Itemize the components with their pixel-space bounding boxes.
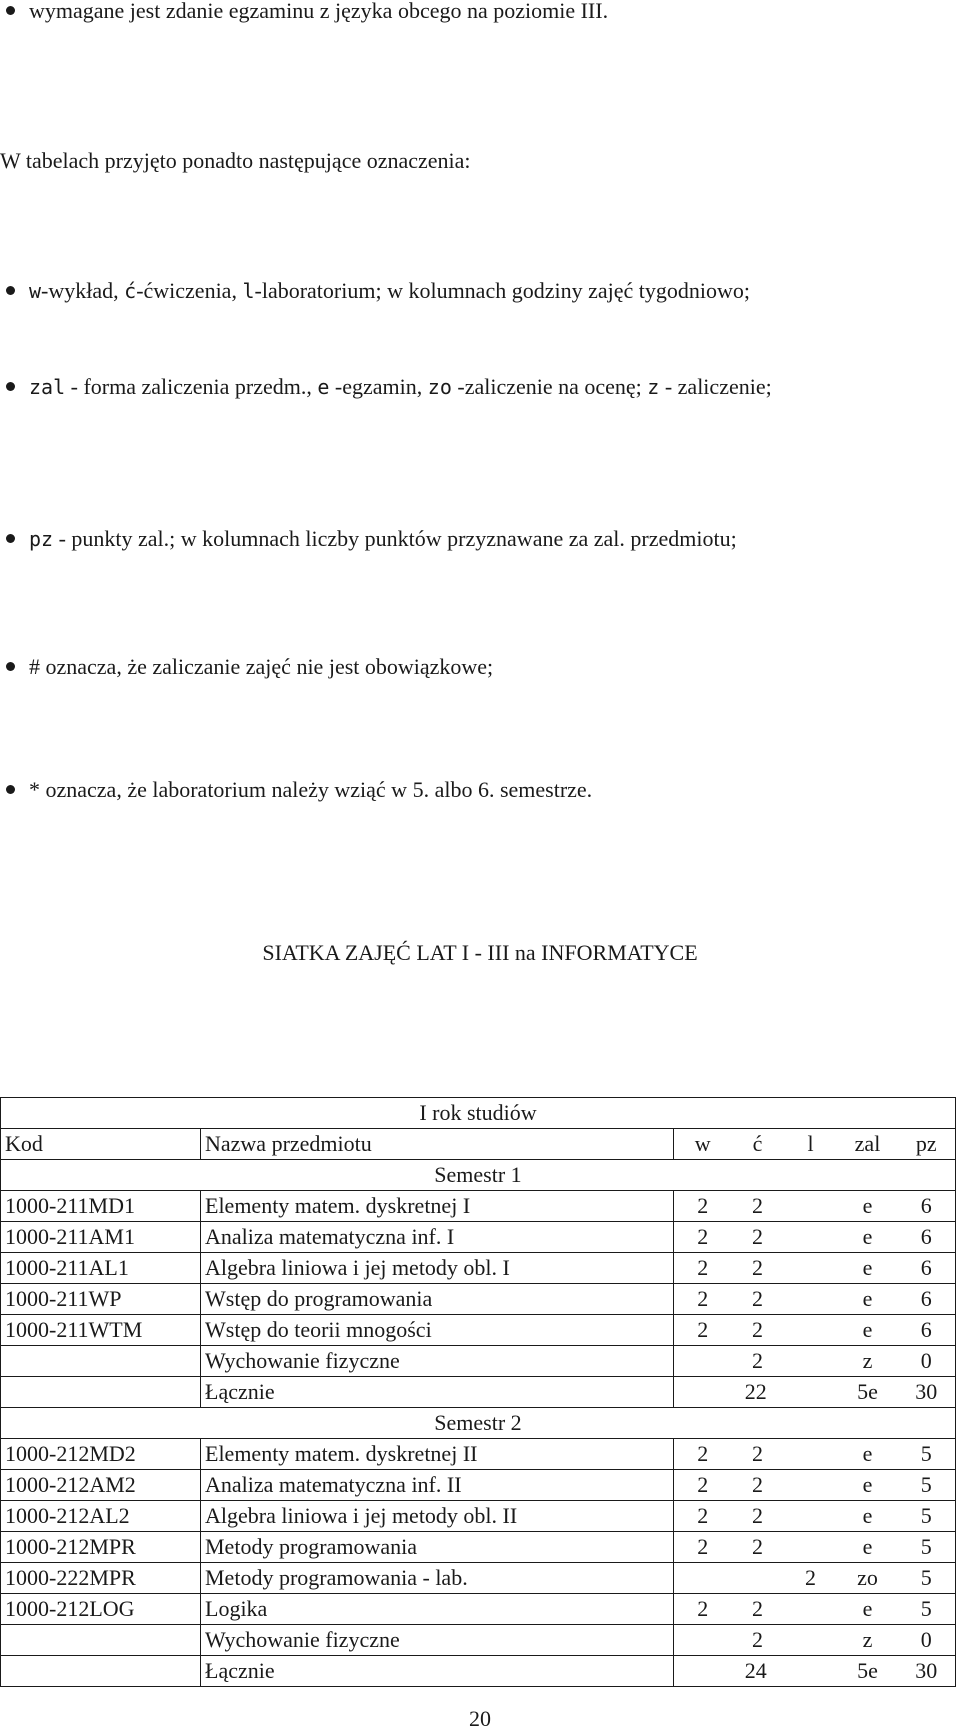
zal-form: e [838, 1284, 898, 1315]
hours-w: 2 [674, 1501, 732, 1532]
course-code: 1000-211WTM [1, 1315, 201, 1346]
zal-form: z [838, 1346, 898, 1377]
hours-c: 2 [732, 1470, 784, 1501]
points: 6 [898, 1315, 956, 1346]
points: 5 [898, 1563, 956, 1594]
table-row [1, 1222, 956, 1253]
zal-form: zo [838, 1563, 898, 1594]
points: 5 [898, 1594, 956, 1625]
legend-item-hours [0, 278, 750, 304]
course-code: 1000-212MD2 [1, 1439, 201, 1470]
course-code: 1000-222MPR [1, 1563, 201, 1594]
hours-w: 2 [674, 1191, 732, 1222]
hours-l [784, 1284, 838, 1315]
course-name: Wstęp do programowania [201, 1284, 674, 1315]
header-pz: pz [898, 1129, 956, 1160]
legend-text: - punkty zal.; w kolumnach liczby punktów przyznawane za zal. przedmiotu; [53, 526, 737, 551]
course-name: Analiza matematyczna inf. I [201, 1222, 674, 1253]
legend-text: -wykład, [41, 278, 125, 303]
points: 5 [898, 1501, 956, 1532]
table-row [1, 1563, 956, 1594]
bullet-text: wymagane jest zdanie egzaminu z języka obcego na poziomie III. [29, 0, 609, 23]
table-row [1, 1594, 956, 1625]
zal-form: e [838, 1191, 898, 1222]
points: 6 [898, 1253, 956, 1284]
legend-text: * oznacza, że laboratorium należy wziąć w 5. albo 6. semestrze. [29, 777, 593, 802]
course-name: Metody programowania [201, 1532, 674, 1563]
course-code: 1000-212MPR [1, 1532, 201, 1563]
hours-w: 2 [674, 1315, 732, 1346]
semester-2-section [1, 1408, 956, 1687]
points: 5 [898, 1470, 956, 1501]
hours-l [784, 1532, 838, 1563]
semester-1-section [1, 1160, 956, 1408]
table-row [1, 1191, 956, 1222]
table-row [1, 1253, 956, 1284]
hours-l [784, 1253, 838, 1284]
hours-l [784, 1625, 838, 1656]
legend-text: -ćwiczenia, [136, 278, 243, 303]
legend-item-hash [0, 654, 493, 680]
header-kod: Kod [1, 1129, 201, 1160]
legend-intro: W tabelach przyjęto ponadto następujące oznaczenia: [0, 148, 471, 173]
course-name: Wychowanie fizyczne [201, 1346, 674, 1377]
hours-w: 2 [674, 1253, 732, 1284]
hours-c: 2 [732, 1594, 784, 1625]
zal-form: z [838, 1625, 898, 1656]
total-zal: 5e [838, 1377, 898, 1408]
hours-w: 2 [674, 1222, 732, 1253]
abbr-e: e [317, 375, 330, 399]
hours-w [674, 1346, 732, 1377]
zal-form: e [838, 1253, 898, 1284]
hours-w [674, 1625, 732, 1656]
abbr-w: w [29, 279, 42, 303]
legend-item-pz [0, 526, 737, 552]
course-code: 1000-212AM2 [1, 1470, 201, 1501]
total-row [1, 1656, 956, 1687]
hours-c: 2 [732, 1284, 784, 1315]
course-code: 1000-212LOG [1, 1594, 201, 1625]
abbr-pz: pz [29, 527, 54, 551]
hours-c: 2 [732, 1253, 784, 1284]
total-row [1, 1377, 956, 1408]
column-header-row [1, 1129, 956, 1160]
hours-c: 2 [732, 1346, 784, 1377]
hours-w: 2 [674, 1594, 732, 1625]
hours-l: 2 [784, 1563, 838, 1594]
course-name: Elementy matem. dyskretnej I [201, 1191, 674, 1222]
header-nazwa: Nazwa przedmiotu [201, 1129, 674, 1160]
legend-item-star [0, 777, 592, 803]
requirement-bullet [0, 0, 608, 24]
zal-form: e [838, 1594, 898, 1625]
table-row [1, 1625, 956, 1656]
zal-form: e [838, 1315, 898, 1346]
course-code: 1000-212AL2 [1, 1501, 201, 1532]
total-hours: 22 [674, 1377, 838, 1408]
hours-c: 2 [732, 1222, 784, 1253]
abbr-zo: zo [427, 375, 452, 399]
table-row [1, 1439, 956, 1470]
semester-label: Semestr 2 [1, 1408, 956, 1439]
hours-l [784, 1191, 838, 1222]
course-name: Logika [201, 1594, 674, 1625]
course-code [1, 1625, 201, 1656]
total-points: 30 [898, 1656, 956, 1687]
zal-form: e [838, 1222, 898, 1253]
semester-label: Semestr 1 [1, 1160, 956, 1191]
year-header-row [1, 1098, 956, 1129]
hours-l [784, 1346, 838, 1377]
semester-header-row [1, 1160, 956, 1191]
hours-l [784, 1222, 838, 1253]
hours-w: 2 [674, 1532, 732, 1563]
page-number: 20 [469, 1706, 491, 1731]
header-c: ć [732, 1129, 784, 1160]
total-label: Łącznie [201, 1377, 674, 1408]
hours-c: 2 [732, 1315, 784, 1346]
points: 6 [898, 1284, 956, 1315]
curriculum-table [0, 1097, 956, 1687]
hours-l [784, 1439, 838, 1470]
bullet-icon [6, 785, 15, 794]
zal-form: e [838, 1501, 898, 1532]
abbr-l: l [242, 279, 255, 303]
total-label: Łącznie [201, 1656, 674, 1687]
points: 6 [898, 1222, 956, 1253]
course-code: 1000-211WP [1, 1284, 201, 1315]
abbr-c: ć [124, 279, 137, 303]
table-row [1, 1315, 956, 1346]
points: 6 [898, 1191, 956, 1222]
total-hours: 24 [674, 1656, 838, 1687]
hours-c: 2 [732, 1532, 784, 1563]
bullet-icon [6, 662, 15, 671]
hours-l [784, 1315, 838, 1346]
course-name: Wychowanie fizyczne [201, 1625, 674, 1656]
bullet-icon [6, 534, 15, 543]
course-code: 1000-211AL1 [1, 1253, 201, 1284]
hours-l [784, 1594, 838, 1625]
hours-w: 2 [674, 1284, 732, 1315]
course-name: Analiza matematyczna inf. II [201, 1470, 674, 1501]
hours-w: 2 [674, 1439, 732, 1470]
table-row [1, 1501, 956, 1532]
course-name: Algebra liniowa i jej metody obl. II [201, 1501, 674, 1532]
header-l: l [784, 1129, 838, 1160]
legend-text: # oznacza, że zaliczanie zajęć nie jest obowiązkowe; [29, 654, 494, 679]
abbr-z: z [647, 375, 660, 399]
legend-text: -egzamin, [329, 374, 428, 399]
legend-text: -zaliczenie na ocenę; [451, 374, 648, 399]
bullet-icon [6, 6, 15, 15]
hours-l [784, 1470, 838, 1501]
hours-l [784, 1501, 838, 1532]
legend-text: -laboratorium; w kolumnach godziny zajęć tygodniowo; [254, 278, 750, 303]
hours-w: 2 [674, 1470, 732, 1501]
hours-c: 2 [732, 1625, 784, 1656]
hours-w [674, 1563, 732, 1594]
table-row [1, 1470, 956, 1501]
bullet-icon [6, 286, 15, 295]
course-code: 1000-211AM1 [1, 1222, 201, 1253]
table-row [1, 1532, 956, 1563]
course-name: Metody programowania - lab. [201, 1563, 674, 1594]
total-zal: 5e [838, 1656, 898, 1687]
points: 5 [898, 1439, 956, 1470]
course-name: Algebra liniowa i jej metody obl. I [201, 1253, 674, 1284]
hours-c: 2 [732, 1501, 784, 1532]
year-label: I rok studiów [1, 1098, 956, 1129]
bullet-icon [6, 382, 15, 391]
zal-form: e [838, 1439, 898, 1470]
header-w: w [674, 1129, 732, 1160]
legend-text: - zaliczenie; [659, 374, 772, 399]
legend-text: - forma zaliczenia przedm., [65, 374, 318, 399]
hours-c: 2 [732, 1191, 784, 1222]
hours-c: 2 [732, 1439, 784, 1470]
total-points: 30 [898, 1377, 956, 1408]
hours-c [732, 1563, 784, 1594]
points: 5 [898, 1532, 956, 1563]
points: 0 [898, 1625, 956, 1656]
table-row [1, 1346, 956, 1377]
points: 0 [898, 1346, 956, 1377]
semester-header-row [1, 1408, 956, 1439]
abbr-zal: zal [29, 375, 66, 399]
page-title: SIATKA ZAJĘĆ LAT I - III na INFORMATYCE [262, 940, 698, 965]
zal-form: e [838, 1470, 898, 1501]
course-name: Wstęp do teorii mnogości [201, 1315, 674, 1346]
zal-form: e [838, 1532, 898, 1563]
course-name: Elementy matem. dyskretnej II [201, 1439, 674, 1470]
header-zal: zal [838, 1129, 898, 1160]
legend-item-zal [0, 374, 772, 400]
table-row [1, 1284, 956, 1315]
course-code [1, 1346, 201, 1377]
course-code: 1000-211MD1 [1, 1191, 201, 1222]
